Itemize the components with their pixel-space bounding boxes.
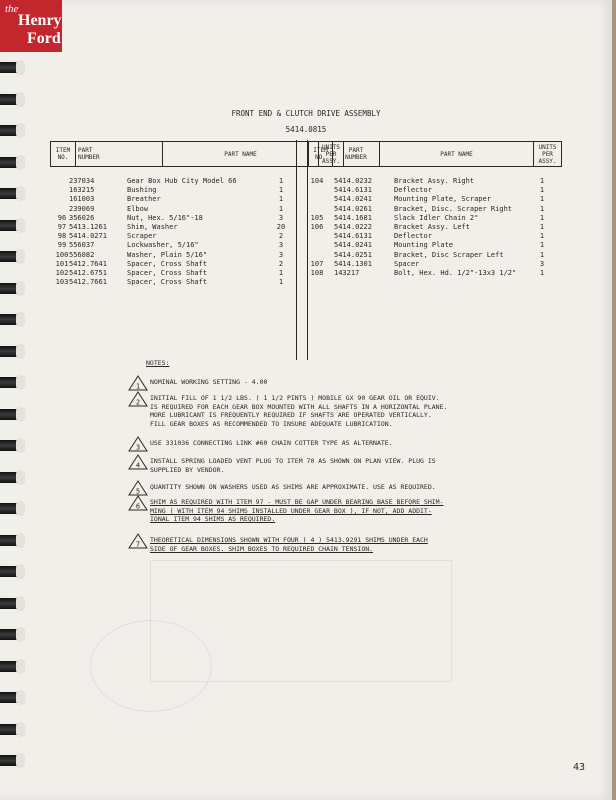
- binding-hole: [16, 186, 25, 201]
- note-number-triangle-icon: [128, 495, 148, 511]
- units-cell: 1: [539, 232, 545, 241]
- units-cell: 20: [276, 223, 286, 231]
- part-name-cell: Bracket, Disc Scraper Left: [394, 250, 504, 259]
- item-no-cell: 96: [57, 213, 67, 222]
- item-no-cell: 107: [310, 259, 324, 268]
- column-divider: [307, 140, 308, 360]
- units-cell: 3: [539, 259, 545, 268]
- units-cell: 3: [278, 213, 284, 222]
- part-name-cell: Deflector: [394, 186, 432, 195]
- part-number-cell: 5414.0232: [334, 177, 372, 185]
- part-number-cell: 5414.0222: [334, 223, 372, 231]
- part-name-cell: Elbow: [127, 204, 149, 213]
- part-number-cell: 5414.1301: [334, 259, 372, 268]
- part-number-cell: 237034: [69, 177, 95, 185]
- item-no-cell: 105: [310, 213, 324, 222]
- units-cell: 1: [278, 186, 284, 195]
- part-name-cell: Breather: [127, 195, 161, 204]
- note-line: QUANTITY SHOWN ON WASHERS USED AS SHIMS ARE APPROXIMATE. USE AS REQUIRED.: [150, 483, 436, 491]
- binding-hole: [16, 407, 25, 422]
- note-number-triangle-icon: [128, 454, 148, 470]
- part-name-cell: Bracket Assy. Left: [394, 223, 470, 231]
- part-name-cell: Spacer: [394, 259, 420, 268]
- part-number-cell: 5414.6131: [334, 232, 372, 241]
- note-number: 5: [135, 487, 141, 496]
- henry-ford-logo: [0, 0, 62, 52]
- header-item-no: ITEM NO.: [50, 141, 76, 167]
- units-cell: 1: [278, 177, 284, 185]
- binding-hole: [16, 281, 25, 296]
- part-name-cell: Scraper: [127, 232, 157, 241]
- part-name-cell: Bushing: [127, 186, 157, 195]
- units-cell: 2: [278, 232, 284, 241]
- binding-hole: [16, 470, 25, 485]
- binding-hole: [16, 312, 25, 327]
- binding-hole: [16, 60, 25, 75]
- item-no-cell: 103: [55, 278, 69, 287]
- binding-hole: [16, 501, 25, 516]
- binding-hole: [16, 155, 25, 170]
- binding-hole: [16, 690, 25, 705]
- note-line: INSTALL SPRING LOADED VENT PLUG TO ITEM 70 AS SHOWN ON PLAN VIEW. PLUG IS: [150, 457, 436, 465]
- part-number-cell: 5413.1261: [69, 223, 107, 231]
- note-number-triangle-icon: [128, 375, 148, 391]
- binding-hole: [16, 438, 25, 453]
- part-name-cell: Spacer, Cross Shaft: [127, 259, 208, 268]
- part-name-cell: Deflector: [394, 232, 432, 241]
- note-number: 7: [135, 540, 141, 549]
- note-text: [150, 457, 486, 474]
- note-number-triangle-icon: [128, 391, 148, 407]
- part-number-cell: 239069: [69, 204, 95, 213]
- units-cell: 1: [278, 204, 284, 213]
- header-item-no: ITEM NO.: [308, 141, 333, 167]
- part-number-cell: 556082: [69, 250, 95, 259]
- part-number-cell: 5414.0251: [334, 250, 372, 259]
- part-number-cell: 5414.0241: [334, 241, 372, 250]
- item-no-cell: 104: [310, 177, 324, 185]
- part-number-cell: 143217: [334, 269, 360, 277]
- note-text: [150, 394, 486, 428]
- part-name-cell: Spacer, Cross Shaft: [127, 278, 208, 287]
- part-name-cell: Lockwasher, 5/16": [127, 241, 199, 250]
- item-no-cell: 97: [57, 223, 67, 231]
- logo-line-3: Ford: [27, 30, 61, 47]
- note-text: [150, 498, 486, 524]
- part-number-cell: 5414.0241: [334, 195, 372, 204]
- item-no-cell: 100: [55, 250, 69, 259]
- note-number-triangle-icon: [128, 533, 148, 549]
- part-number-cell: 161003: [69, 195, 95, 204]
- units-cell: 3: [278, 241, 284, 250]
- item-no-cell: 102: [55, 269, 69, 277]
- item-no-cell: 106: [310, 223, 324, 231]
- note-line: USE 331036 CONNECTING LINK #60 CHAIN COTTER TYPE AS ALTERNATE.: [150, 439, 393, 447]
- units-cell: 1: [539, 186, 545, 195]
- logo-line-1: the: [5, 3, 19, 15]
- note-line: SHIM AS REQUIRED WITH ITEM 97 - MUST BE GAP UNDER BEARING BASE BEFORE SHIM-: [150, 498, 444, 506]
- binding-hole: [16, 659, 25, 674]
- column-divider: [296, 140, 297, 360]
- part-name-cell: Slack Idler Chain 2": [394, 213, 479, 222]
- header-part-number: PART NUMBER: [75, 141, 163, 167]
- note-text: [150, 439, 486, 448]
- assembly-number: 5414.0815: [285, 125, 327, 134]
- note-line: INITIAL FILL OF 1 1/2 LBS. ( 1 1/2 PINTS ) MOBILE GX 90 GEAR OIL OR EQUIV.: [150, 394, 440, 402]
- part-number-cell: 5414.0271: [69, 232, 107, 241]
- part-name-cell: Bracket Assy. Right: [394, 177, 475, 185]
- note-line: MING ( WITH ITEM 94 SHIMS INSTALLED UNDER GEAR BOX ), IF NOT, ADD ADDIT-: [150, 506, 432, 515]
- note-line: SUPPLIED BY VENDOR.: [150, 465, 225, 474]
- part-number-cell: 5412.6751: [69, 269, 107, 277]
- item-no-cell: 99: [57, 241, 67, 250]
- note-number: 2: [135, 398, 141, 407]
- spiral-binding: [0, 0, 24, 800]
- units-cell: 1: [539, 204, 545, 213]
- binding-hole: [16, 249, 25, 264]
- binding-hole: [16, 92, 25, 107]
- binding-hole: [16, 344, 25, 359]
- units-cell: 3: [278, 250, 284, 259]
- units-cell: 1: [539, 250, 545, 259]
- header-units-per-assy: UNITS PER ASSY.: [533, 141, 562, 167]
- part-name-cell: Mounting Plate: [394, 241, 454, 250]
- units-cell: 1: [539, 195, 545, 204]
- units-cell: 1: [539, 269, 545, 277]
- logo-line-2: Henry: [18, 12, 62, 29]
- part-name-cell: Mounting Plate, Scraper: [394, 195, 491, 204]
- page-title: FRONT END & CLUTCH DRIVE ASSEMBLY: [231, 109, 381, 118]
- part-name-cell: Nut, Hex. 5/16"-18: [127, 213, 203, 222]
- part-name-cell: Washer, Plain 5/16": [127, 250, 208, 259]
- units-cell: 1: [539, 223, 545, 231]
- note-line: FILL GEAR BOXES AS RECOMMENDED TO INSURE ADEQUATE LUBRICATION.: [150, 419, 393, 428]
- binding-hole: [16, 627, 25, 642]
- part-number-cell: 5412.7661: [69, 278, 107, 287]
- page-number: 43: [573, 762, 586, 773]
- faint-drawing-bleedthrough-circle: [90, 620, 212, 712]
- units-cell: 1: [278, 195, 284, 204]
- binding-hole: [16, 375, 25, 390]
- note-line: IONAL ITEM 94 SHIMS AS REQUIRED.: [150, 515, 276, 523]
- note-text: [150, 536, 486, 553]
- part-number-cell: 5414.6131: [334, 186, 372, 195]
- header-units-per-assy: UNITS PER ASSY.: [318, 141, 344, 167]
- header-part-name: PART NAME: [162, 141, 319, 167]
- item-no-cell: 98: [57, 232, 67, 241]
- units-cell: 2: [278, 259, 284, 268]
- binding-hole: [16, 596, 25, 611]
- part-number-cell: 5412.7641: [69, 259, 107, 268]
- part-name-cell: Bracket, Disc. Scraper Right: [394, 204, 513, 213]
- part-name-cell: Spacer, Cross Shaft: [127, 269, 208, 277]
- page-edge: [612, 0, 616, 800]
- note-number-triangle-icon: [128, 436, 148, 452]
- units-cell: 1: [278, 269, 284, 277]
- part-number-cell: 163215: [69, 186, 95, 195]
- units-cell: 1: [539, 241, 545, 250]
- note-line: SIDE OF GEAR BOXES. SHIM BOXES TO REQUIRED CHAIN TENSION.: [150, 544, 374, 553]
- units-cell: 1: [539, 213, 545, 222]
- note-line: THEORETICAL DIMENSIONS SHOWN WITH FOUR ( 4 ) 5413.9291 SHIMS UNDER EACH: [150, 536, 428, 544]
- header-part-number: PART NUMBER: [332, 141, 380, 167]
- note-number-triangle-icon: [128, 480, 148, 496]
- note-number: 3: [135, 443, 141, 452]
- note-line: NOMINAL WORKING SETTING - 4.00: [150, 378, 268, 386]
- note-number: 4: [135, 461, 141, 470]
- notes-heading: NOTES:: [146, 359, 170, 367]
- binding-hole: [16, 218, 25, 233]
- note-text: [150, 378, 486, 387]
- header-part-name: PART NAME: [379, 141, 534, 167]
- note-line: IS REQUIRED FOR EACH GEAR BOX MOUNTED WITH ALL SHAFTS IN A HORIZONTAL PLANE.: [150, 402, 448, 411]
- part-number-cell: 5414.0261: [334, 204, 372, 213]
- note-line: MORE LUBRICANT IS FREQUENTLY REQUIRED IF SHAFTS ARE OPERATED VERTICALLY.: [150, 411, 432, 419]
- item-no-cell: 101: [55, 259, 69, 268]
- binding-hole: [16, 564, 25, 579]
- binding-hole: [16, 753, 25, 768]
- part-number-cell: 356026: [69, 213, 95, 222]
- part-name-cell: Gear Box Hub City Model 66: [127, 177, 237, 185]
- note-number: 1: [135, 382, 141, 391]
- note-number: 6: [135, 502, 141, 511]
- part-number-cell: 556037: [69, 241, 95, 250]
- note-text: [150, 483, 486, 492]
- binding-hole: [16, 533, 25, 548]
- binding-hole: [16, 722, 25, 737]
- part-number-cell: 5414.1681: [334, 213, 372, 222]
- part-name-cell: Shim, Washer: [127, 223, 178, 231]
- units-cell: 1: [539, 177, 545, 185]
- units-cell: 1: [278, 278, 284, 287]
- part-name-cell: Bolt, Hex. Hd. 1/2"-13x3 1/2": [394, 269, 517, 277]
- item-no-cell: 108: [310, 269, 324, 277]
